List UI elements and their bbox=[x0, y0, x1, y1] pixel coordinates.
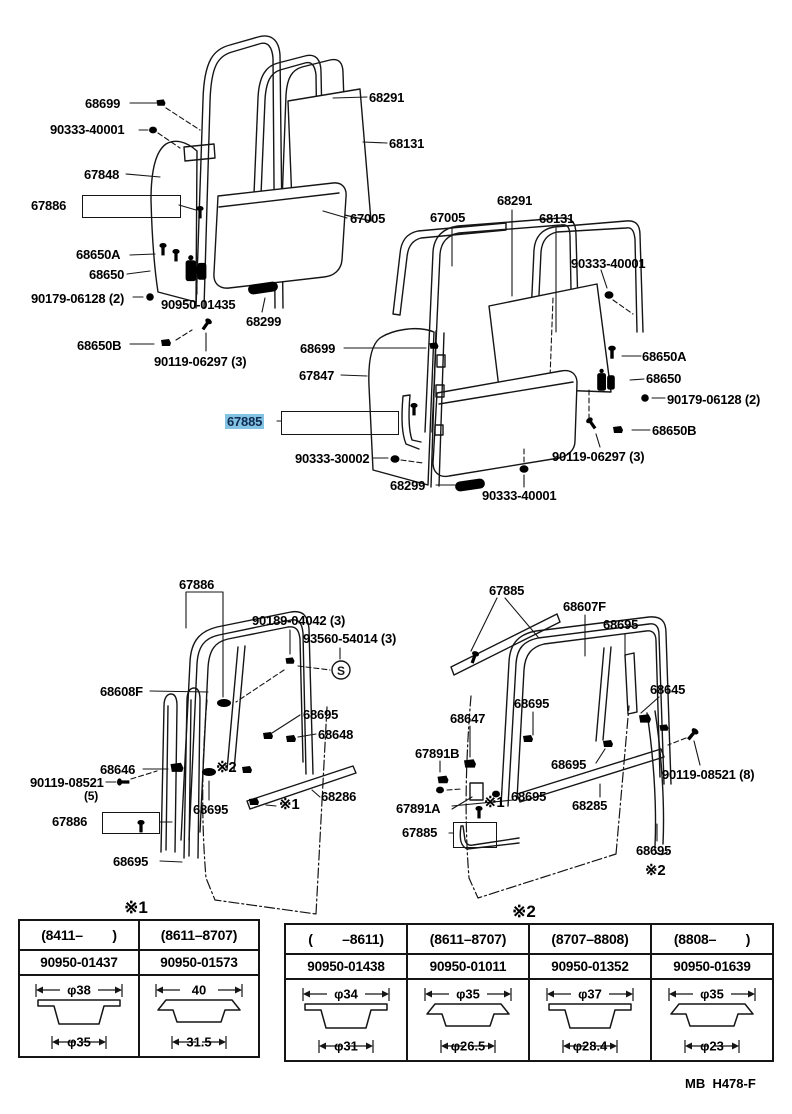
grommet-table-title: ※2 bbox=[512, 902, 536, 921]
grommet-cross-section bbox=[146, 980, 252, 1054]
quantity-5: (5) bbox=[84, 789, 99, 803]
part-label-93560-54014-3[interactable]: 93560-54014 (3) bbox=[303, 631, 397, 646]
part-label-67891b[interactable]: 67891B bbox=[415, 746, 460, 761]
grommet-cross-section bbox=[293, 984, 399, 1058]
part-label-90189-04042-3[interactable]: 90189-04042 (3) bbox=[252, 613, 346, 628]
part-label-90119-06297-3[interactable]: 90119-06297 (3) bbox=[552, 449, 645, 464]
part-label-68291[interactable]: 68291 bbox=[497, 193, 533, 208]
production-period-header: (8611–8707) bbox=[139, 920, 259, 950]
part-label-90179-06128-2[interactable]: 90179-06128 (2) bbox=[31, 291, 125, 306]
part-label-68650b[interactable]: 68650B bbox=[652, 423, 697, 438]
grommet-diagram-cell bbox=[19, 975, 139, 1057]
part-label-68699[interactable]: 68699 bbox=[85, 96, 121, 111]
svg-text:φ35: φ35 bbox=[700, 986, 724, 1002]
part-label-90333-40001[interactable]: 90333-40001 bbox=[482, 488, 557, 503]
part-number-cell[interactable]: 90950-01437 bbox=[19, 950, 139, 975]
part-label-90950-01435[interactable]: 90950-01435 bbox=[161, 297, 236, 312]
part-label-67847[interactable]: 67847 bbox=[299, 368, 335, 383]
svg-text:φ35: φ35 bbox=[456, 986, 480, 1002]
part-number-cell[interactable]: 90950-01573 bbox=[139, 950, 259, 975]
part-label-68299[interactable]: 68299 bbox=[246, 314, 282, 329]
part-label-68286[interactable]: 68286 bbox=[321, 789, 357, 804]
grommet-table-title: ※1 bbox=[124, 898, 148, 917]
production-period-header: ( –8611) bbox=[285, 924, 407, 954]
part-label-68291[interactable]: 68291 bbox=[369, 90, 405, 105]
grommet-cross-section bbox=[537, 984, 643, 1058]
note-marker-2: ※2 bbox=[216, 759, 237, 776]
svg-text:φ31: φ31 bbox=[334, 1038, 358, 1054]
svg-text:φ38: φ38 bbox=[67, 982, 91, 998]
part-number-cell[interactable]: 90950-01438 bbox=[285, 954, 407, 979]
part-label-68695[interactable]: 68695 bbox=[193, 802, 229, 817]
part-label-67005[interactable]: 67005 bbox=[430, 210, 466, 225]
grommet-cross-section bbox=[659, 984, 765, 1058]
production-period-header: (8808– ) bbox=[651, 924, 773, 954]
part-label-90333-30002[interactable]: 90333-30002 bbox=[295, 451, 370, 466]
s-grommet-symbol: S bbox=[336, 664, 346, 678]
part-label-90119-06297-3[interactable]: 90119-06297 (3) bbox=[154, 354, 247, 369]
leader-box bbox=[102, 812, 160, 834]
part-label-90119-08521[interactable]: 90119-08521 bbox=[30, 775, 104, 790]
grommet-diagram-cell bbox=[407, 979, 529, 1061]
part-label-68695[interactable]: 68695 bbox=[603, 617, 639, 632]
part-label-68285[interactable]: 68285 bbox=[572, 798, 608, 813]
part-label-67886[interactable]: 67886 bbox=[179, 577, 215, 592]
part-label-67886[interactable]: 67886 bbox=[31, 198, 67, 213]
grommet-diagram-cell bbox=[285, 979, 407, 1061]
part-label-68648[interactable]: 68648 bbox=[318, 727, 354, 742]
part-label-68695[interactable]: 68695 bbox=[514, 696, 550, 711]
grommet-diagram-cell bbox=[529, 979, 651, 1061]
part-label-68299[interactable]: 68299 bbox=[390, 478, 426, 493]
part-label-68647[interactable]: 68647 bbox=[450, 711, 486, 726]
part-label-67886[interactable]: 67886 bbox=[52, 814, 88, 829]
part-label-67885[interactable]: 67885 bbox=[402, 825, 438, 840]
part-label-68645[interactable]: 68645 bbox=[650, 682, 686, 697]
leader-box bbox=[453, 822, 497, 848]
part-label-67885-highlighted[interactable]: 67885 bbox=[227, 414, 263, 429]
svg-text:φ26.5: φ26.5 bbox=[450, 1038, 486, 1054]
part-label-68699[interactable]: 68699 bbox=[300, 341, 336, 356]
grommet-diagram-cell bbox=[651, 979, 773, 1061]
note-marker-1: ※1 bbox=[484, 794, 505, 811]
svg-text:φ35: φ35 bbox=[67, 1034, 91, 1050]
grommet-table-2 bbox=[284, 902, 774, 1062]
part-label-68646[interactable]: 68646 bbox=[100, 762, 136, 777]
part-label-68650a[interactable]: 68650A bbox=[76, 247, 121, 262]
leader-box bbox=[281, 411, 399, 435]
part-label-90179-06128-2[interactable]: 90179-06128 (2) bbox=[667, 392, 761, 407]
svg-text:φ28.4: φ28.4 bbox=[572, 1038, 608, 1054]
part-label-68608f[interactable]: 68608F bbox=[100, 684, 143, 699]
svg-text:φ37: φ37 bbox=[578, 986, 602, 1002]
production-period-header: (8707–8808) bbox=[529, 924, 651, 954]
part-label-67891a[interactable]: 67891A bbox=[396, 801, 441, 816]
grommet-cross-section bbox=[415, 984, 521, 1058]
production-period-header: (8411– ) bbox=[19, 920, 139, 950]
part-label-67005[interactable]: 67005 bbox=[350, 211, 386, 226]
grommet-table-1 bbox=[18, 898, 260, 1058]
part-label-68607f[interactable]: 68607F bbox=[563, 599, 606, 614]
part-label-90333-40001[interactable]: 90333-40001 bbox=[50, 122, 125, 137]
page-reference-code: MB H478-F bbox=[685, 1076, 756, 1091]
part-label-68695[interactable]: 68695 bbox=[636, 843, 672, 858]
part-number-cell[interactable]: 90950-01011 bbox=[407, 954, 529, 979]
part-label-67885[interactable]: 67885 bbox=[489, 583, 525, 598]
note-marker-2: ※2 bbox=[645, 862, 666, 879]
production-period-header: (8611–8707) bbox=[407, 924, 529, 954]
part-number-cell[interactable]: 90950-01352 bbox=[529, 954, 651, 979]
part-label-68650[interactable]: 68650 bbox=[89, 267, 125, 282]
part-label-68695[interactable]: 68695 bbox=[551, 757, 587, 772]
part-label-90119-08521-8[interactable]: 90119-08521 (8) bbox=[662, 767, 755, 782]
svg-text:31.5: 31.5 bbox=[186, 1034, 212, 1050]
svg-text:40: 40 bbox=[191, 982, 207, 998]
part-label-68695[interactable]: 68695 bbox=[113, 854, 149, 869]
part-label-68131[interactable]: 68131 bbox=[389, 136, 425, 151]
part-label-90333-40001[interactable]: 90333-40001 bbox=[571, 256, 646, 271]
part-label-68650a[interactable]: 68650A bbox=[642, 349, 687, 364]
part-number-cell[interactable]: 90950-01639 bbox=[651, 954, 773, 979]
part-label-68695[interactable]: 68695 bbox=[511, 789, 547, 804]
svg-text:φ23: φ23 bbox=[700, 1038, 724, 1054]
part-label-68695[interactable]: 68695 bbox=[303, 707, 339, 722]
front-door-assembly-top-left bbox=[151, 36, 371, 308]
part-label-68131[interactable]: 68131 bbox=[539, 211, 575, 226]
svg-text:φ34: φ34 bbox=[334, 986, 358, 1002]
part-label-68650b[interactable]: 68650B bbox=[77, 338, 122, 353]
leader-box bbox=[82, 195, 181, 218]
part-label-67848[interactable]: 67848 bbox=[84, 167, 120, 182]
part-label-68650[interactable]: 68650 bbox=[646, 371, 682, 386]
note-marker-1: ※1 bbox=[279, 796, 300, 813]
grommet-diagram-cell bbox=[139, 975, 259, 1057]
grommet-cross-section bbox=[26, 980, 132, 1054]
